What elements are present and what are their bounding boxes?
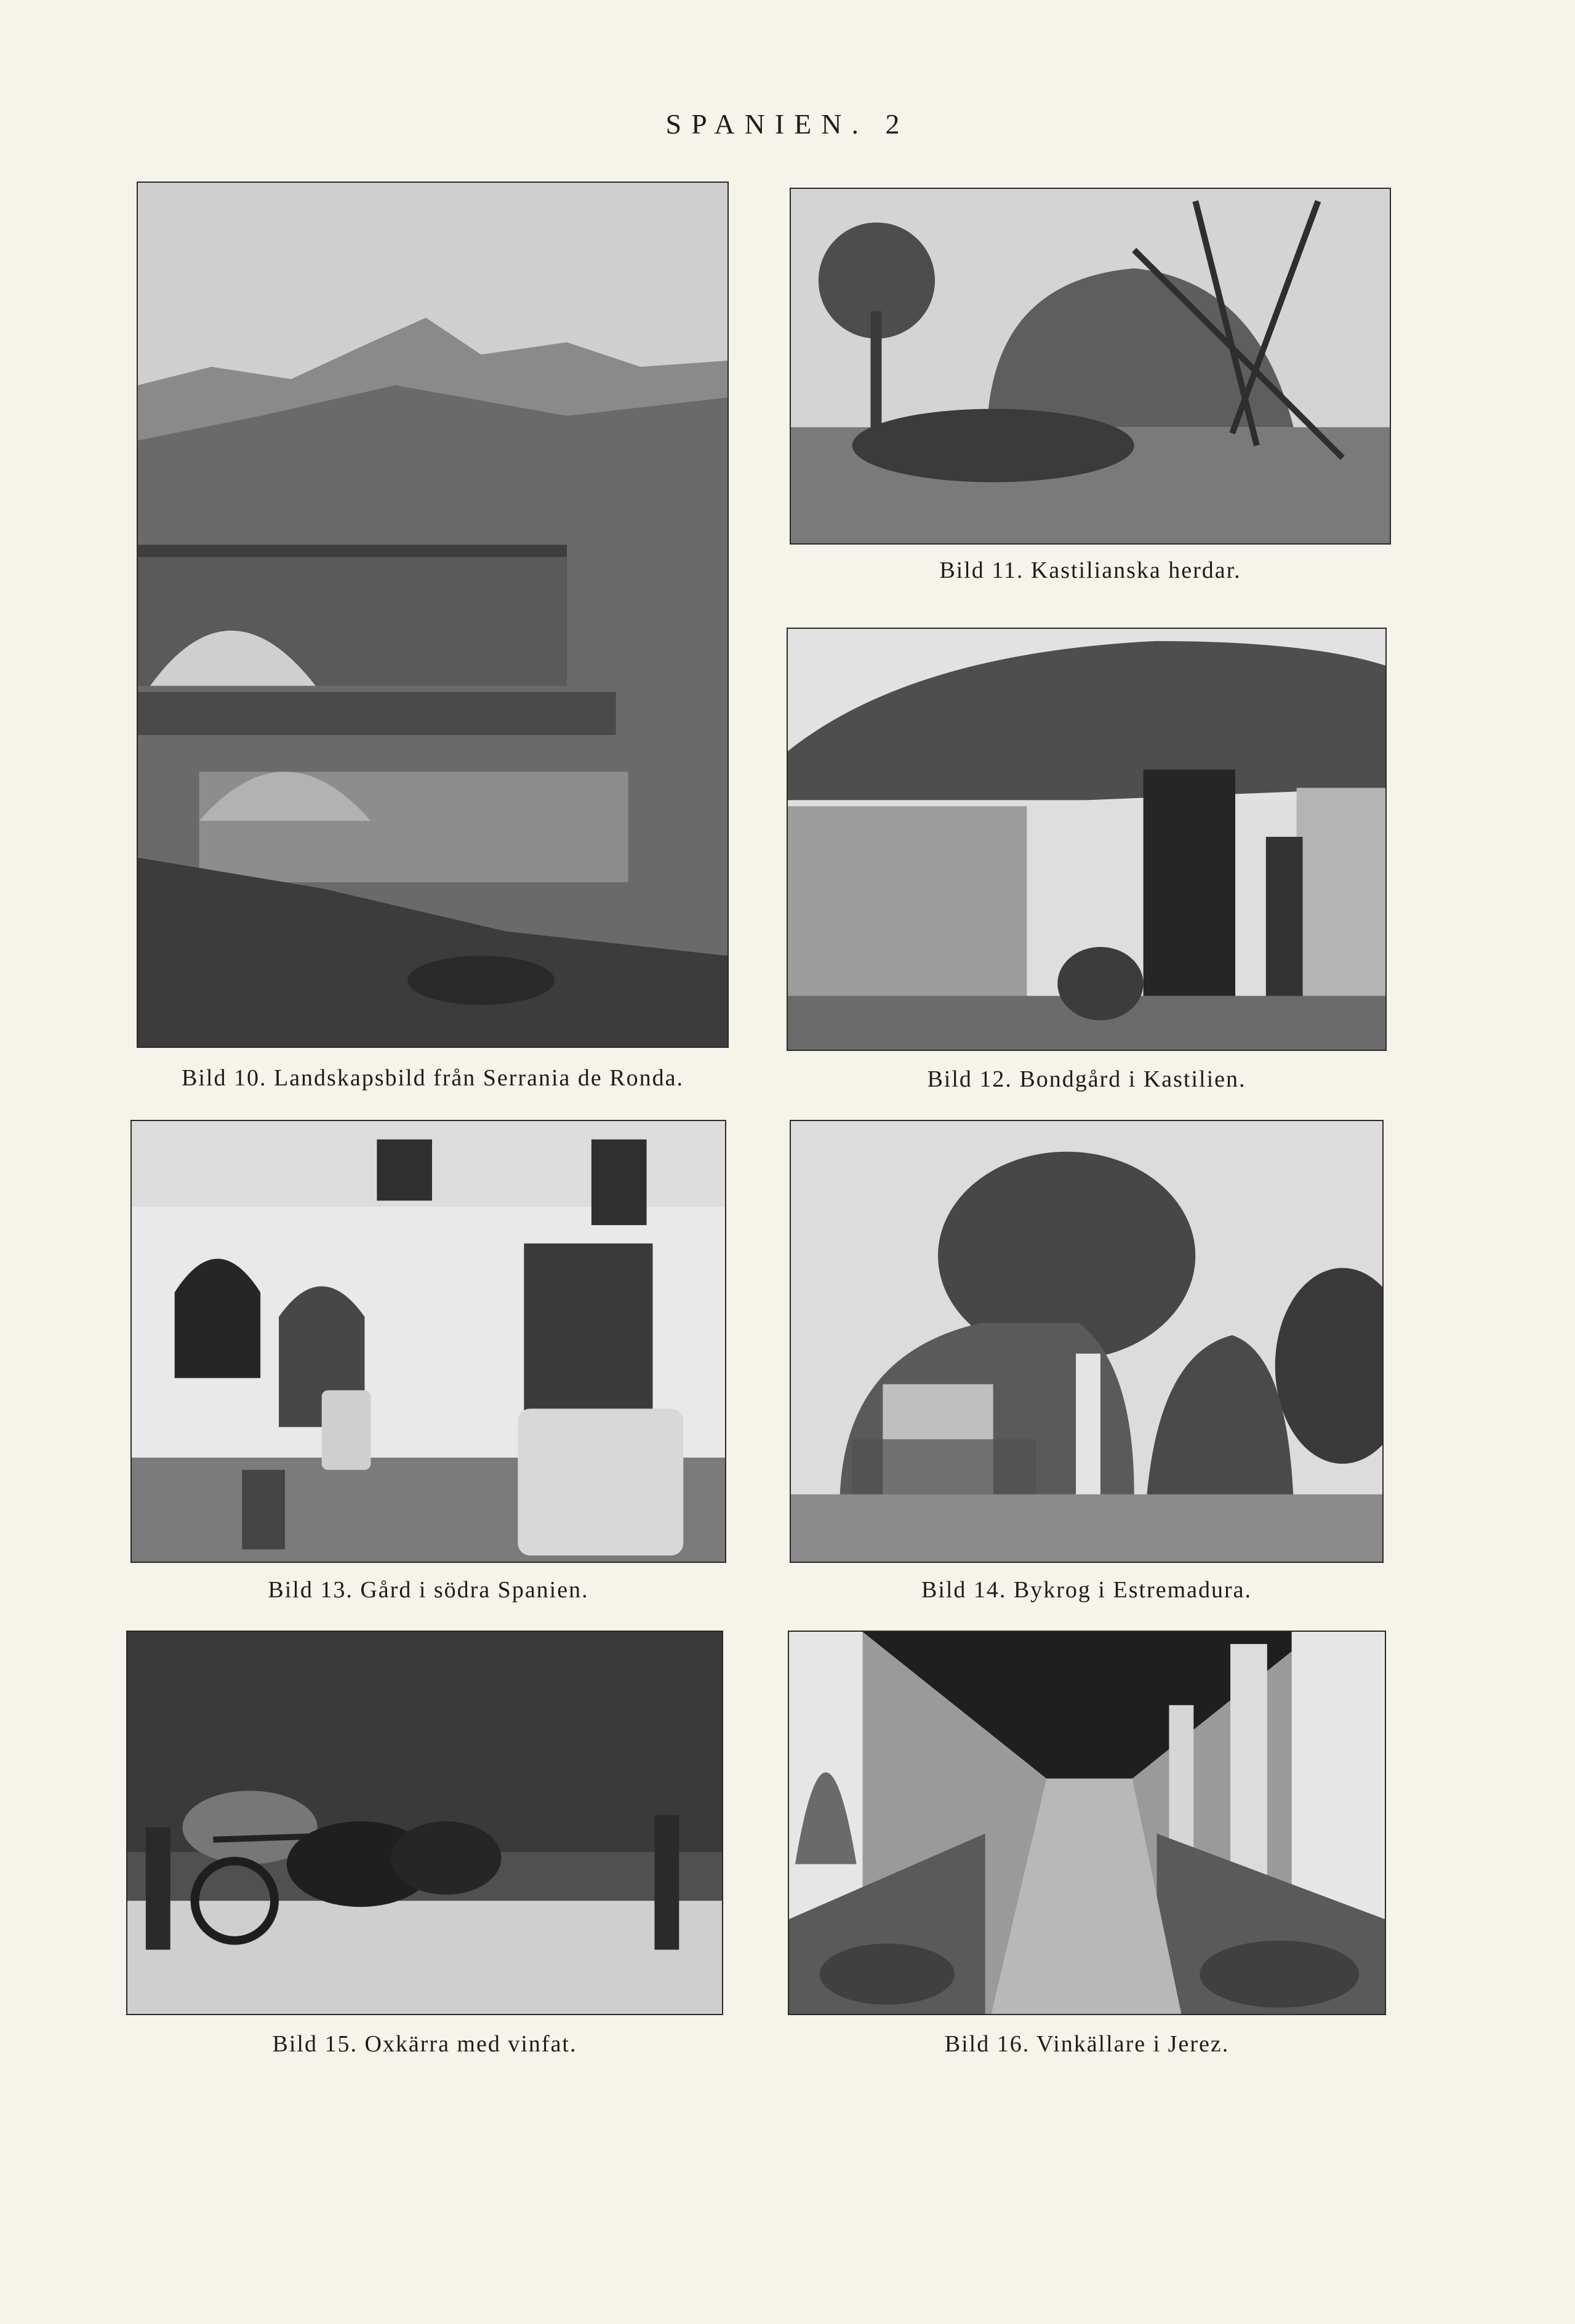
photo-bondgard-i-kastilien xyxy=(787,628,1387,1051)
photo-bykrog-i-estremadura xyxy=(790,1120,1384,1563)
caption-bild-16: Bild 16. Vinkällare i Jerez. xyxy=(944,2031,1230,2057)
caption-bild-12: Bild 12. Bondgård i Kastilien. xyxy=(927,1066,1246,1092)
page-title: SPANIEN. 2 xyxy=(665,108,910,140)
caption-bild-10: Bild 10. Landskapsbild från Serrania de Ronda. xyxy=(182,1065,684,1091)
photo-vinkallare-i-jerez xyxy=(788,1631,1386,2015)
photo-oxkarra-med-vinfat xyxy=(126,1631,723,2015)
caption-bild-13: Bild 13. Gård i södra Spanien. xyxy=(268,1577,589,1603)
caption-bild-15: Bild 15. Oxkärra med vinfat. xyxy=(272,2031,577,2057)
caption-bild-11: Bild 11. Kastilianska herdar. xyxy=(939,557,1241,583)
photo-kastilianska-herdar xyxy=(790,188,1391,545)
photo-serrania-de-ronda xyxy=(137,182,729,1048)
photo-gard-i-sodra-spanien xyxy=(130,1120,726,1563)
caption-bild-14: Bild 14. Bykrog i Estremadura. xyxy=(921,1577,1252,1603)
